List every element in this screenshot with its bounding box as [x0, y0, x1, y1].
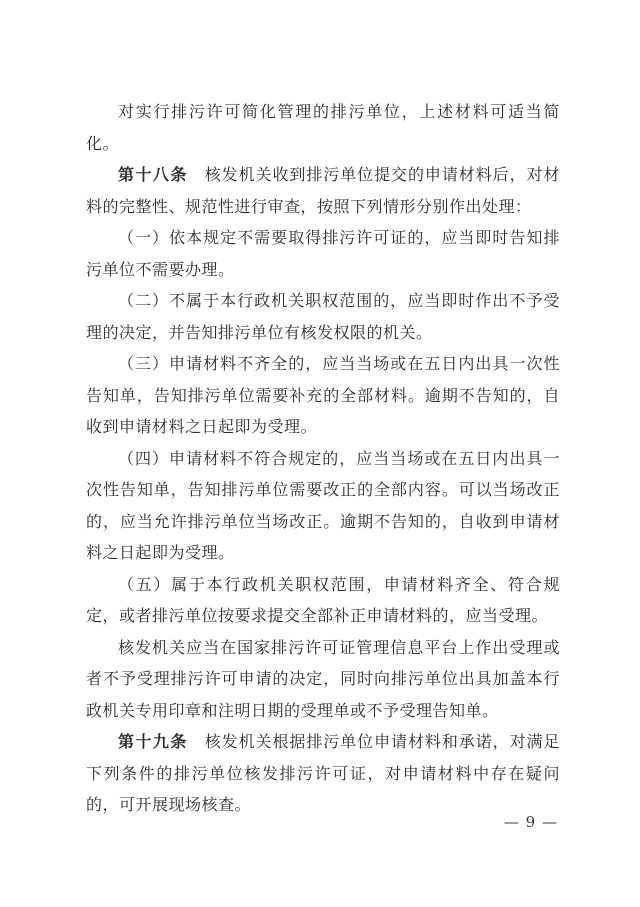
clause-5-text: （五）属于本行政机关职权范围，申请材料齐全、符合规定，或者排污单位按要求提交全部补正申请材料的，应当受理。: [86, 574, 560, 625]
clause-4: [86, 443, 560, 569]
paragraph-simplified-materials: [86, 96, 560, 159]
clause-3: [86, 348, 560, 443]
article-19-heading: 第十九条: [118, 732, 188, 751]
clause-4-text: （四）申请材料不符合规定的，应当当场或在五日内出具一次性告知单，告知排污单位需要改正的全部内容。可以当场改正的，应当允许排污单位当场改正。逾期不告知的，自收到申请材料之日起即为受理。: [86, 448, 560, 562]
clause-2-text: （二）不属于本行政机关职权范围的，应当即时作出不予受理的决定，并告知排污单位有核发权限的机关。: [86, 291, 560, 342]
body-text: [86, 96, 560, 821]
clause-5: [86, 569, 560, 632]
clause-1: [86, 222, 560, 285]
paragraph-text: 对实行排污许可简化管理的排污单位，上述材料可适当简化。: [86, 102, 560, 153]
article-19: [86, 726, 560, 821]
clause-3-text: （三）申请材料不齐全的，应当当场或在五日内出具一次性告知单，告知排污单位需要补充的全部材料。逾期不告知的，自收到申请材料之日起即为受理。: [86, 354, 560, 436]
article-18-text: 核发机关收到排污单位提交的申请材料后，对材料的完整性、规范性进行审查，按照下列情形分别作出处理：: [86, 165, 560, 216]
article-19-text: 核发机关根据排污单位申请材料和承诺，对满足下列条件的排污单位核发排污许可证，对申请材料中存在疑问的，可开展现场核查。: [86, 732, 560, 814]
clause-1-text: （一）依本规定不需要取得排污许可证的，应当即时告知排污单位不需要办理。: [86, 228, 560, 279]
article-18-heading: 第十八条: [118, 165, 188, 184]
paragraph-decision: [86, 632, 560, 727]
page-number: — 9 —: [503, 813, 558, 831]
clause-2: [86, 285, 560, 348]
article-18: [86, 159, 560, 222]
paragraph-decision-text: 核发机关应当在国家排污许可证管理信息平台上作出受理或者不予受理排污许可申请的决定，同时向排污单位出具加盖本行政机关专用印章和注明日期的受理单或不予受理告知单。: [86, 637, 560, 720]
